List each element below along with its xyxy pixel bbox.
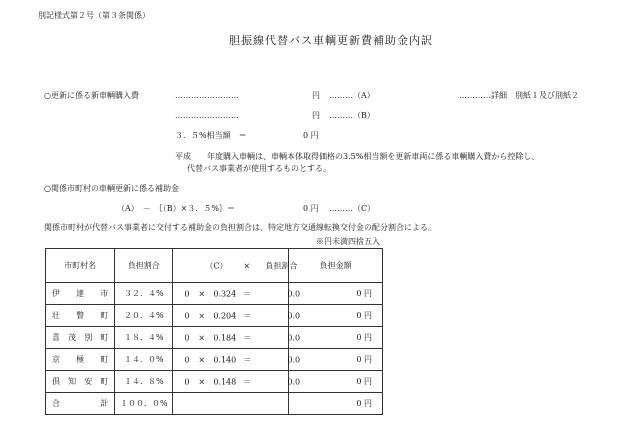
total-calculation <box>173 393 289 415</box>
calc-c-value: 0 <box>184 377 190 386</box>
ref-c: ………（C） <box>329 204 376 213</box>
subsidy-heading: ○関係市町村の車輌更新に係る補助金 <box>44 184 179 193</box>
document-title: 胆振線代替バス車輌更新費補助金内訳 <box>229 34 433 47</box>
vehicle-cost-blank: …………………… <box>175 91 239 100</box>
calc-result: 0.0 <box>287 377 301 386</box>
burden-ratio: １４．８% <box>115 371 173 393</box>
calc-equals: ＝ <box>243 311 252 320</box>
header-calculation <box>173 249 298 283</box>
calc-c-value: 0 <box>184 355 190 364</box>
rounding-note: ※円未満四捨五入 <box>316 237 380 246</box>
total-amount: 0 円 <box>289 393 383 415</box>
calculation <box>173 349 301 371</box>
equivalent-amount-label: ３．５%相当額 ＝ <box>175 131 247 140</box>
ref-a: ………（A） <box>329 91 375 100</box>
subsidy-formula: （A） － ｛（B）×３．５%｝＝ <box>117 204 235 213</box>
calc-c-value: 0 <box>184 289 190 298</box>
burden-ratio: ３２．４% <box>115 283 173 305</box>
header-ratio: 負担割合 <box>115 249 173 283</box>
burden-amount: 0 円 <box>289 283 383 305</box>
calc-equals: ＝ <box>243 333 252 342</box>
calc-result: 0.0 <box>287 333 301 342</box>
vehicle-cost-unit: 円 <box>312 91 320 100</box>
burden-amount: 0 円 <box>289 327 383 349</box>
burden-amount: 0 円 <box>289 371 383 393</box>
calculation <box>173 305 301 327</box>
calc-times: × <box>198 377 206 386</box>
total-ratio: １００．０% <box>115 393 173 415</box>
vehicle-price-unit: 円 <box>312 111 320 120</box>
calc-result: 0.0 <box>287 355 301 364</box>
calc-c-value: 0 <box>184 333 190 342</box>
calc-equals: ＝ <box>243 289 252 298</box>
equivalent-amount-value: 0 円 <box>303 131 319 140</box>
table-row <box>46 327 383 349</box>
total-label: 合計 <box>46 393 115 415</box>
header-municipality: 市町村名 <box>46 249 115 283</box>
municipality-name: 喜茂別町 <box>46 327 115 349</box>
calc-factor: 0.324 <box>213 289 237 298</box>
table-row <box>46 305 383 327</box>
burden-ratio: ２０．４% <box>115 305 173 327</box>
calc-times: × <box>198 333 206 342</box>
table-row <box>46 349 383 371</box>
burden-ratio-text: 関係市町村が代替バス事業者に交付する補助金の負担割合は、特定地方交通線転換交付金の配分割合による。 <box>44 223 436 232</box>
calc-equals: ＝ <box>243 355 252 364</box>
calc-times: × <box>198 289 206 298</box>
vehicle-price-blank: …………………… <box>175 111 239 120</box>
calc-factor: 0.204 <box>213 311 237 320</box>
table-header-row <box>46 249 383 283</box>
table-row <box>46 371 383 393</box>
note-line-1: 平成 年度購入車輌は、車輌本体取得価格の3.5%相当額を更新車両に係る車輌購入費から控除し、 <box>175 152 540 161</box>
calculation <box>173 327 301 349</box>
burden-ratio: １８．４% <box>115 327 173 349</box>
header-amount: 負担金額 <box>289 249 383 283</box>
calc-equals: ＝ <box>243 377 252 386</box>
municipality-name: 京極町 <box>46 349 115 371</box>
new-vehicle-cost-heading: ○更新に係る新車輌購入費 <box>44 91 139 100</box>
ref-b: ………（B） <box>329 111 375 120</box>
note-line-2: 代替バス事業者が使用するものとする。 <box>187 164 331 173</box>
calc-c-value: 0 <box>184 311 190 320</box>
calc-result: 0.0 <box>287 289 301 298</box>
municipality-name: 壮瞥町 <box>46 305 115 327</box>
table-row <box>46 283 383 305</box>
form-number: 別記様式第２号（第３条関係） <box>38 11 150 20</box>
municipality-name: 倶知安町 <box>46 371 115 393</box>
calc-factor: 0.148 <box>213 377 237 386</box>
burden-table <box>45 248 383 415</box>
calc-times: × <box>198 311 206 320</box>
calculation <box>173 371 301 393</box>
subsidy-formula-value: 0 円 <box>303 204 319 213</box>
header-c: （C） <box>205 261 228 270</box>
calc-factor: 0.140 <box>213 355 237 364</box>
burden-amount: 0 円 <box>289 349 383 371</box>
calculation <box>173 283 301 305</box>
header-times: × <box>243 261 251 270</box>
calc-factor: 0.184 <box>213 333 237 342</box>
municipality-name: 伊達市 <box>46 283 115 305</box>
burden-amount: 0 円 <box>289 305 383 327</box>
calc-times: × <box>198 355 206 364</box>
table-total-row <box>46 393 383 415</box>
calc-result: 0.0 <box>287 311 301 320</box>
details-reference: …………詳細 別紙１及び別紙２ <box>459 91 579 100</box>
header-calc-ratio: 負担割合 <box>265 261 298 270</box>
burden-ratio: １４．０% <box>115 349 173 371</box>
